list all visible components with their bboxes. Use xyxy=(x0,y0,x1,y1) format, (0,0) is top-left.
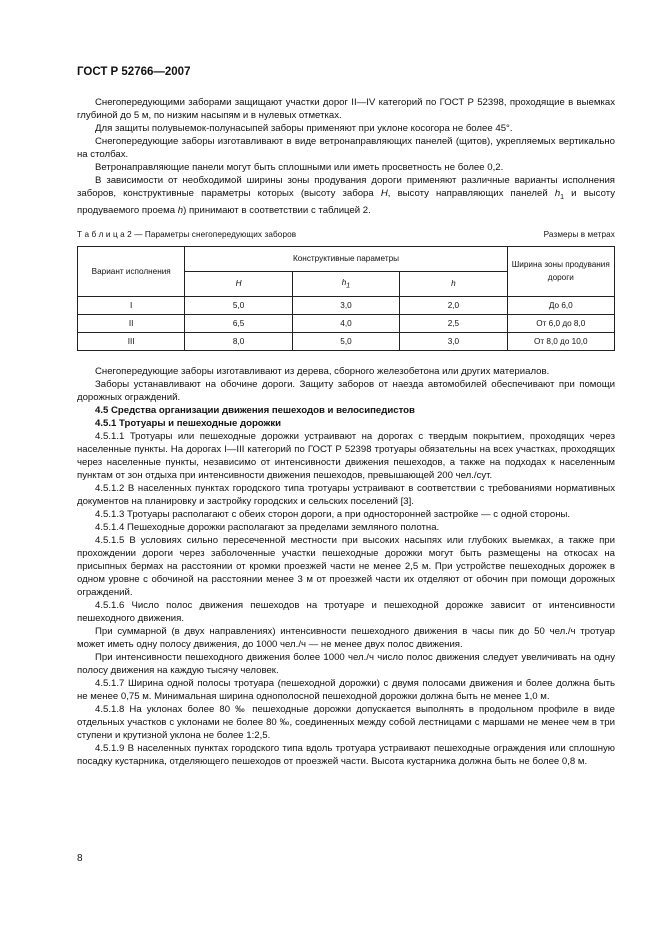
cell-h1: 4,0 xyxy=(292,314,399,332)
paragraph: 4.5.1.1 Тротуары или пешеходные дорожки устраивают на дорогах с твердым покрытием, проходящих через населенные пункты. На дорогах I—III категорий по ГОСТ Р 52398 тротуары обязательны на всех участках, проходящих через населенные пункты, независимо от интенсивности движения пешеходов, а также на подходах к населенным пунктам от зон отдыха при интенсивности движения пешеходов, превышающей 200 чел./сут. xyxy=(77,430,615,481)
page-body xyxy=(77,96,615,768)
section-heading: 4.5 Средства организации движения пешеходов и велосипедистов xyxy=(95,404,415,416)
subsection-heading: 4.5.1 Тротуары и пешеходные дорожки xyxy=(95,417,282,429)
cell-width: До 6,0 xyxy=(507,296,614,314)
cell-h: 3,0 xyxy=(400,332,507,350)
cell-width: От 8,0 до 10,0 xyxy=(507,332,614,350)
table-caption-row xyxy=(77,228,615,241)
text-run: , высоту направляющих панелей xyxy=(387,188,555,199)
header-h1-index: 1 xyxy=(346,282,351,290)
paragraph: Для защиты полувыемок-полунасыпей заборы применяют при уклоне косогора не более 45°. xyxy=(95,123,513,134)
symbol-h1-index: 1 xyxy=(560,193,565,201)
header-h: h xyxy=(400,271,507,296)
cell-h1: 5,0 xyxy=(292,332,399,350)
paragraph: 4.5.1.6 Число полос движения пешеходов на тротуаре и пешеходной дорожке зависит от интенсивности пешеходного движения. xyxy=(77,599,615,624)
paragraph: Ветронаправляющие панели могут быть сплошными или иметь просветность не более 0,2. xyxy=(95,162,504,173)
table-row xyxy=(78,332,615,350)
symbol-h1: h xyxy=(554,188,561,199)
paragraph: 4.5.1.2 В населенных пунктах городского типа тротуары устраивают в соответствии с требованиями нормативных документов на планировку и застройку городских и сельских поселений [3]. xyxy=(77,482,615,507)
text-run: ) принимают в соответствии с таблицей 2. xyxy=(183,204,371,216)
paragraph: 4.5.1.3 Тротуары располагают с обеих сторон дороги, а при односторонней застройке — с одной стороны. xyxy=(95,508,571,520)
page-number: 8 xyxy=(77,853,83,864)
header-width: Ширина зоны продувания дороги xyxy=(507,246,614,296)
header-h1 xyxy=(292,271,399,296)
header-variant: Вариант исполнения xyxy=(78,246,185,296)
cell-width: От 6,0 до 8,0 xyxy=(507,314,614,332)
paragraph: 4.5.1.5 В условиях сильно пересеченной местности при высоких насыпях или глубоких выемках, а также при прохождении дороги через заболоченные участки пешеходные дорожки могут быть размещены на откосах на присыпных бермах на расстоянии от кромки проезжей части не менее 2,5 м. При устройстве пешеходных дорожек в одном уровне с обочиной на расстоянии менее 3 м от проезжей части их отделяют от обочин при помощи дорожных ограждений. xyxy=(77,534,615,598)
paragraph-variants xyxy=(77,174,615,217)
parameters-table xyxy=(77,246,615,351)
cell-variant: I xyxy=(78,296,185,314)
header-params: Конструктивные параметры xyxy=(185,246,507,271)
table-row xyxy=(78,314,615,332)
symbol-H: H xyxy=(380,188,388,199)
document-header: ГОСТ Р 52766—2007 xyxy=(77,66,191,78)
cell-h1: 3,0 xyxy=(292,296,399,314)
paragraph: 4.5.1.7 Ширина одной полосы тротуара (пешеходной дорожки) с двумя полосами движения и более должна быть не менее 0,75 м. Минимальная ширина однополосной пешеходной дорожки должна быть не менее 1,0 м. xyxy=(77,677,615,702)
table-row xyxy=(78,296,615,314)
cell-h: 2,5 xyxy=(400,314,507,332)
text-run: В зависимости от необходимой ширины зоны продувания дороги применяют различные варианты исполнения заборов, конструктивные параметры которых (высоту забора xyxy=(77,175,615,199)
paragraph: Снегопередующими заборами защищают участки дорог II—IV категорий по ГОСТ Р 52398, проходящие в выемках глубиной до 5 м, по низким насыпям и в нулевых отметках. xyxy=(77,97,615,121)
table-units: Размеры в метрах xyxy=(543,229,615,239)
table-caption: Т а б л и ц а 2 — Параметры снегопередующих заборов xyxy=(77,229,297,239)
paragraph: 4.5.1.9 В населенных пунктах городского типа вдоль тротуара устраивают пешеходные ограждения или сплошную посадку кустарника, отделяющего пешеходов от проезжей части. Высота кустарника должна быть не более 0,8 м. xyxy=(77,742,615,767)
cell-H: 5,0 xyxy=(185,296,292,314)
header-h1-symbol: h xyxy=(341,277,347,287)
cell-variant: III xyxy=(78,332,185,350)
text-run: и высоту продуваемого проема xyxy=(77,188,615,216)
paragraph: При суммарной (в двух направлениях) интенсивности пешеходного движения в часы пик до 50 чел./ч тротуар может иметь одну полосу движения, до 1000 чел./ч — не менее двух полос движения. xyxy=(77,625,615,650)
cell-h: 2,0 xyxy=(400,296,507,314)
paragraph: Заборы устанавливают на обочине дороги. Защиту заборов от наезда автомобилей обеспечивают при помощи дорожных ограждений. xyxy=(77,378,615,403)
paragraph: 4.5.1.8 На уклонах более 80 ‰ пешеходные дорожки допускается выполнять в продольном профиле в виде отдельных участков с уклонами не более 80 ‰, соединенных между собой лестницами с маршами не менее чем в три ступени и крутизной уклона не более 1:2,5. xyxy=(77,703,615,741)
header-H: H xyxy=(185,271,292,296)
symbol-h: h xyxy=(177,204,184,216)
cell-H: 6,5 xyxy=(185,314,292,332)
paragraph: Снегопередующие заборы изготавливают в виде ветронаправляющих панелей (щитов), укрепляемых вертикально на столбах. xyxy=(77,136,615,160)
paragraph: При интенсивности пешеходного движения более 1000 чел./ч число полос движения следует увеличивать на одну полосу движения на каждую тысячу человек. xyxy=(77,651,615,676)
paragraph: 4.5.1.4 Пешеходные дорожки располагают за пределами земляного полотна. xyxy=(95,521,440,533)
cell-variant: II xyxy=(78,314,185,332)
paragraph: Снегопередующие заборы изготавливают из дерева, сборного железобетона или других материалов. xyxy=(95,365,550,377)
cell-H: 8,0 xyxy=(185,332,292,350)
